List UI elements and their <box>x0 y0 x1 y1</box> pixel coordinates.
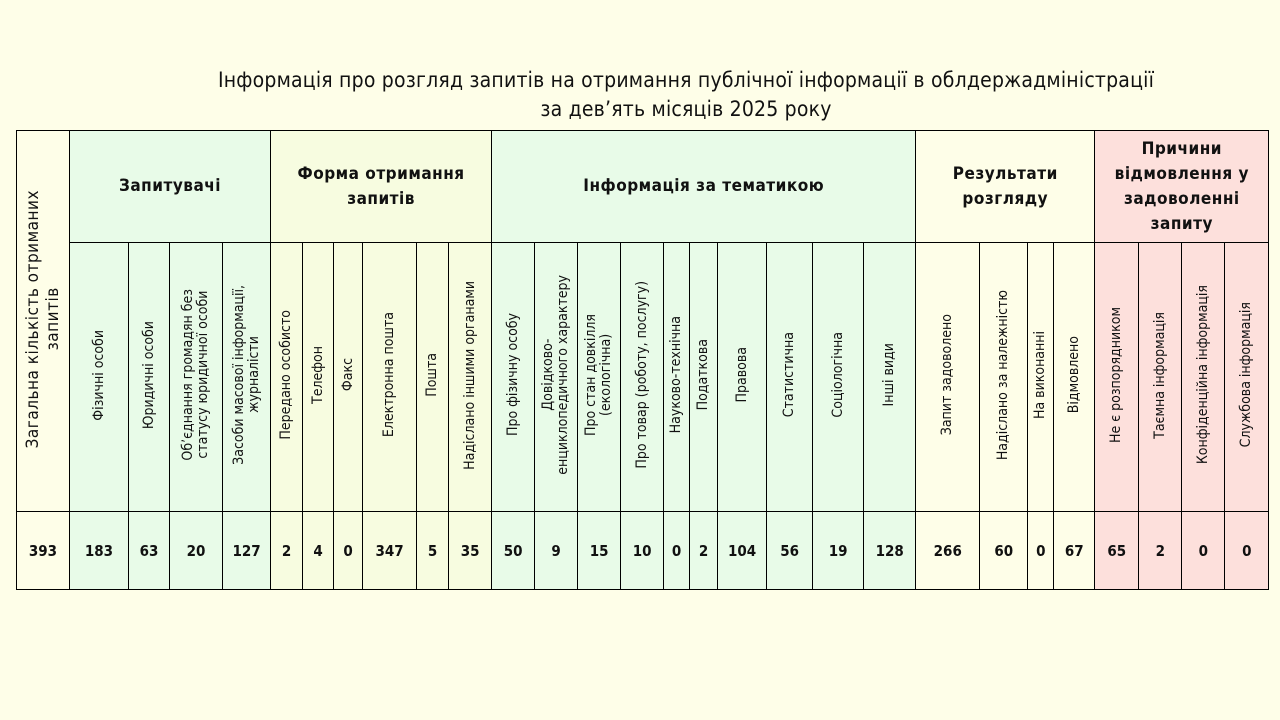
value-cell: 347 <box>363 512 417 590</box>
values-row <box>17 512 1269 590</box>
col-header-label: Факс <box>339 358 356 392</box>
value-cell: 20 <box>170 512 223 590</box>
value-cell: 4 <box>303 512 334 590</box>
col-header <box>492 243 535 512</box>
col-header-label: Не є розпорядником <box>1108 307 1125 443</box>
value-cell: 65 <box>1095 512 1139 590</box>
col-header <box>718 243 767 512</box>
col-header-label: Об’єднання громадян без статусу юридичної особи <box>180 289 211 461</box>
col-header <box>1095 243 1139 512</box>
total-header <box>17 131 70 512</box>
col-header <box>417 243 449 512</box>
col-header <box>1182 243 1225 512</box>
total-value: 393 <box>17 512 70 590</box>
value-cell: 60 <box>980 512 1028 590</box>
col-header <box>271 243 303 512</box>
col-header-label: Інші види <box>881 343 898 407</box>
col-header <box>916 243 980 512</box>
value-cell: 0 <box>1225 512 1269 590</box>
col-header <box>664 243 690 512</box>
value-cell: 56 <box>767 512 813 590</box>
col-header-label: Довідково- енциклопедичного характеру <box>540 275 572 475</box>
value-cell: 63 <box>129 512 170 590</box>
value-cell: 0 <box>334 512 363 590</box>
col-header <box>535 243 578 512</box>
value-cell: 127 <box>223 512 271 590</box>
col-header-label: Відмовлено <box>1065 336 1082 414</box>
col-header-label: Таємна інформація <box>1151 311 1168 439</box>
value-cell: 67 <box>1054 512 1095 590</box>
value-cell: 0 <box>1028 512 1054 590</box>
col-header-label: Передано особисто <box>278 310 295 440</box>
value-cell: 9 <box>535 512 578 590</box>
title-line-1: Інформація про розгляд запитів на отримання публічної інформації в облдержадміністрації <box>217 68 1155 92</box>
group-form: Форма отримання запитів <box>271 131 492 243</box>
value-cell: 15 <box>578 512 621 590</box>
col-header-label: Запит задоволено <box>939 314 956 436</box>
col-header-label: Телефон <box>309 346 326 404</box>
page-title <box>0 66 1280 124</box>
value-cell: 2 <box>690 512 718 590</box>
col-header <box>170 243 223 512</box>
col-header <box>334 243 363 512</box>
col-header <box>578 243 621 512</box>
col-header-label: На виконанні <box>1032 330 1049 420</box>
value-cell: 2 <box>1139 512 1182 590</box>
col-header <box>1225 243 1269 512</box>
value-cell: 183 <box>70 512 129 590</box>
col-header-label: Надіслано за належністю <box>995 289 1012 461</box>
col-header <box>690 243 718 512</box>
value-cell: 35 <box>449 512 492 590</box>
col-header-label: Юридичні особи <box>140 320 157 430</box>
value-cell: 104 <box>718 512 767 590</box>
group-topic: Інформація за тематикою <box>492 131 916 243</box>
col-header <box>363 243 417 512</box>
col-header-label: Соціологічна <box>829 332 846 418</box>
group-requesters: Запитувачі <box>70 131 271 243</box>
col-header <box>449 243 492 512</box>
col-header-label: Фізичні особи <box>90 329 107 421</box>
value-cell: 10 <box>621 512 664 590</box>
col-header <box>223 243 271 512</box>
col-header-label: Про стан довкілля (екологічна) <box>583 313 615 436</box>
value-cell: 50 <box>492 512 535 590</box>
col-header <box>303 243 334 512</box>
col-header <box>813 243 864 512</box>
col-header <box>1054 243 1095 512</box>
col-header <box>864 243 916 512</box>
col-header-label: Службова інформація <box>1238 302 1255 448</box>
col-header-label: Про фізичну особу <box>504 313 521 437</box>
title-line-2: за дев’ять місяців 2025 року <box>540 97 832 121</box>
col-header-label: Конфіденційна інформація <box>1194 285 1211 465</box>
value-cell: 5 <box>417 512 449 590</box>
group-results: Результати розгляду <box>916 131 1095 243</box>
col-header-label: Засоби масової інформації, журналісти <box>230 285 262 465</box>
col-header-label: Надіслано іншими органами <box>461 280 478 470</box>
col-header <box>129 243 170 512</box>
value-cell: 0 <box>1182 512 1225 590</box>
value-cell: 266 <box>916 512 980 590</box>
group-refusal: Причини відмовлення у задоволенні запиту <box>1095 131 1269 243</box>
col-header <box>980 243 1028 512</box>
col-header-label: Науково-технічна <box>668 316 685 434</box>
col-header <box>70 243 129 512</box>
col-header-label: Пошта <box>424 353 441 397</box>
col-header-label: Правова <box>733 347 750 403</box>
value-cell: 0 <box>664 512 690 590</box>
col-header <box>1139 243 1182 512</box>
col-header-label: Електронна пошта <box>381 312 398 438</box>
requests-table <box>16 130 1269 590</box>
value-cell: 19 <box>813 512 864 590</box>
col-header-label: Податкова <box>695 339 712 411</box>
col-header-label: Про товар (роботу, послугу) <box>633 281 650 469</box>
total-label: Загальна кількість отриманих запитів <box>23 189 63 449</box>
value-cell: 128 <box>864 512 916 590</box>
col-header <box>621 243 664 512</box>
col-header <box>1028 243 1054 512</box>
col-header <box>767 243 813 512</box>
value-cell: 2 <box>271 512 303 590</box>
col-header-label: Статистична <box>781 332 798 418</box>
